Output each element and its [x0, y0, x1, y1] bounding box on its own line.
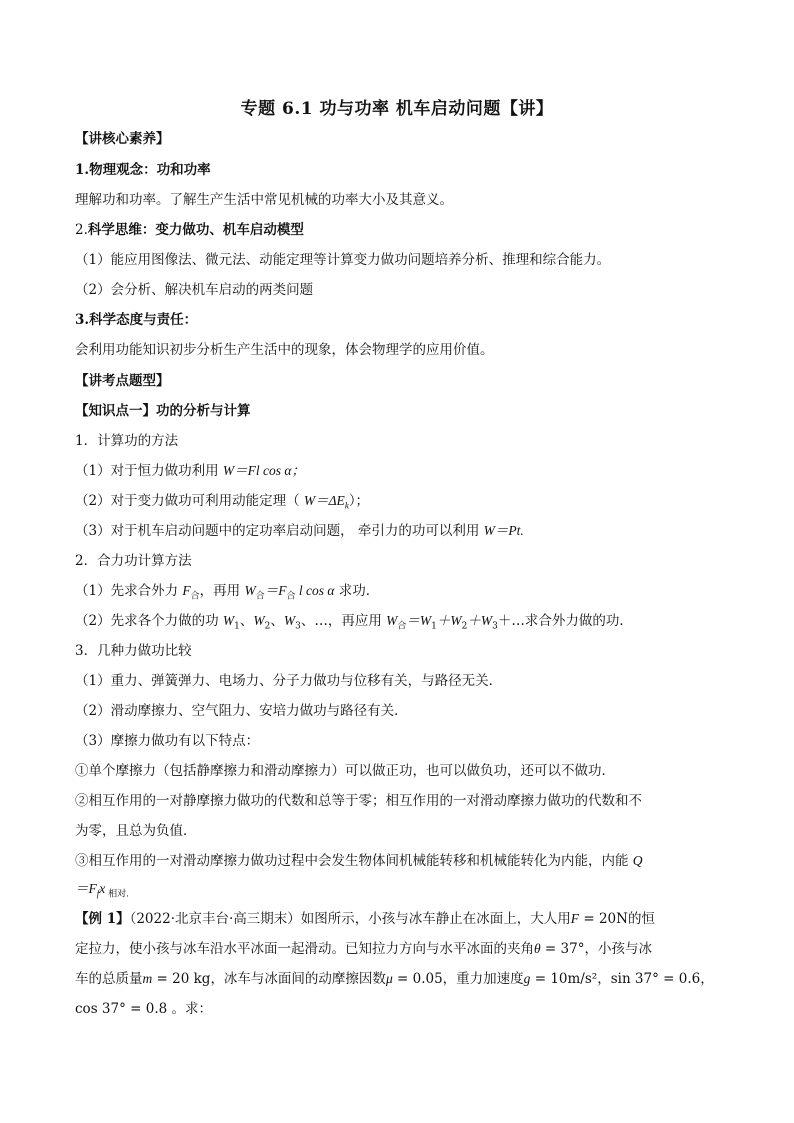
comparison-1: （1）重力、弹簧弹力、电场力、分子力做功与位移有关，与路径无关．	[75, 673, 503, 689]
friction-point-2a: ②相互作用的一对静摩擦力做功的代数和总等于零；相互作用的一对滑动摩擦力做功的代数和不	[75, 793, 642, 809]
subscript: 3	[295, 621, 301, 632]
example-line-1	[75, 910, 655, 928]
formula: l cos α	[295, 583, 335, 598]
paragraph-thinking-1: （1）能应用图像法、微元法、动能定理等计算变力做功问题培养分析、推理和综合能力。	[75, 252, 611, 268]
comparison-2: （2）滑动摩擦力、空气阻力、安培力做功与路径有关．	[75, 703, 408, 719]
subheading-comparison: 3．几种力做功比较	[75, 643, 192, 659]
text: 、…，再应用	[300, 613, 387, 629]
formula: W＝Pt.	[483, 523, 524, 538]
text: （2）对于变力做功可利用动能定理（	[75, 493, 304, 509]
symbol: ＝F	[75, 881, 97, 896]
text: ③相互作用的一对滑动摩擦力做功过程中会发生物体间机械能转移和机械能转化为内能，内能	[75, 853, 633, 869]
text: ，小孩与冰	[584, 941, 652, 957]
text: （3）对于机车启动问题中的定功率启动问题， 牵引力的功可以利用	[75, 523, 484, 539]
method-constant-power	[75, 522, 524, 540]
value: = 20	[579, 911, 617, 927]
subscript: 合	[255, 591, 265, 602]
section-heading-kaodian: 【讲考点题型】	[75, 373, 170, 389]
value: cos 37° = 0.8	[75, 1001, 168, 1017]
heading-physics-concept: 1.物理观念：功和功率	[75, 162, 211, 178]
subscript: 2	[264, 621, 271, 632]
section-heading-core: 【讲核心素养】	[75, 131, 170, 147]
text: ，	[700, 971, 714, 987]
example-source: （2022·北京丰台·高三期末）	[129, 911, 301, 927]
heading-attitude: 3.科学态度与责任：	[75, 312, 198, 328]
paragraph-physics-concept: 理解功和功率。了解生产生活中常见机械的功率大小及其意义。	[75, 192, 453, 208]
heading-text: 科学思维：变力做功、机车启动模型	[87, 222, 304, 238]
unit: N	[616, 911, 628, 927]
value: = 37°	[540, 941, 585, 957]
symbol: θ	[534, 941, 541, 956]
example-line-3	[75, 970, 714, 988]
value: = 10	[530, 971, 568, 987]
heading-number: 2.	[75, 222, 88, 238]
symbol: W	[283, 613, 296, 628]
text: 求功．	[334, 583, 380, 599]
value: = 0.05	[392, 971, 443, 987]
friction-point-3a	[75, 852, 643, 870]
text: ＋…求合外力做的功．	[497, 613, 633, 629]
symbol: μ	[385, 971, 393, 986]
subscript: 1	[431, 621, 437, 632]
comparison-3: （3）摩擦力做功有以下特点：	[75, 733, 260, 749]
text: 。求：	[167, 1001, 212, 1017]
symbol: W	[244, 583, 256, 598]
symbol: W	[222, 613, 235, 628]
subscript: 3	[492, 621, 498, 632]
example-line-4	[75, 1000, 212, 1018]
subscript: 1	[234, 621, 240, 632]
subscript: f	[96, 888, 100, 899]
paragraph-attitude: 会利用功能知识初步分析生产生活中的现象，体会物理学的应用价值。	[75, 342, 494, 358]
subscript: 合	[286, 591, 296, 602]
value: = 20 kg	[152, 971, 211, 987]
subheading-net-work: 2．合力功计算方法	[75, 553, 192, 569]
paragraph-thinking-2: （2）会分析、解决机车启动的两类问题	[75, 282, 314, 298]
symbol: g	[523, 971, 531, 986]
symbol: F	[182, 583, 191, 598]
subscript: 合	[397, 621, 407, 632]
value: ，sin 37° = 0.6	[597, 971, 701, 987]
method-constant-force	[75, 462, 305, 480]
text: 、	[239, 613, 254, 629]
example-line-2	[75, 940, 652, 958]
method-variable-force	[75, 492, 369, 515]
symbol: Q	[632, 853, 643, 868]
symbol: ＋W	[436, 613, 462, 628]
text: 如图所示，小孩与冰车静止在冰面上，大人用	[300, 911, 571, 927]
text: 的恒	[627, 911, 655, 927]
subscript: 相对.	[105, 889, 129, 900]
text: （1）先求合外力	[75, 583, 183, 599]
unit: m/s²	[567, 971, 598, 987]
text: ）；	[348, 493, 370, 509]
symbol: ＋W	[467, 613, 493, 628]
subheading-methods: 1．计算功的方法	[75, 433, 179, 449]
net-work-method-2	[75, 612, 633, 636]
page-title: 专题 6.1 功与功率 机车启动问题【讲】	[240, 99, 554, 119]
subscript: 2	[461, 621, 468, 632]
text: （1）对于恒力做功利用	[75, 463, 223, 479]
friction-point-3b	[75, 880, 129, 904]
text: ，再用	[199, 583, 245, 599]
text: 定拉力，使小孩与冰车沿水平冰面一起滑动。已知拉力方向与水平冰面的夹角	[75, 941, 534, 957]
symbol: ＝F	[264, 583, 287, 598]
text: 、	[270, 613, 284, 629]
text: （2）先求各个力做的功	[75, 613, 223, 629]
friction-point-2b: 为零，且总为负值．	[75, 823, 197, 839]
net-work-method-1	[75, 582, 379, 606]
symbol: F	[570, 911, 580, 926]
text: ，冰车与冰面间的动摩擦因数	[210, 971, 386, 987]
heading-science-thinking	[75, 221, 304, 239]
formula: W＝Fl cos α；	[222, 463, 305, 478]
symbol: W	[386, 613, 398, 628]
symbol: x	[99, 881, 106, 896]
subscript: k	[344, 500, 349, 511]
friction-point-1: ①单个摩擦力（包括静摩擦力和滑动摩擦力）可以做正功，也可以做负功，还可以不做功．	[75, 763, 615, 779]
knowledge-point-heading: 【知识点一】功的分析与计算	[75, 403, 251, 419]
text: ，重力加速度	[442, 971, 524, 987]
symbol: m	[142, 971, 153, 986]
symbol: ＝W	[406, 613, 432, 628]
subscript: 合	[190, 591, 200, 602]
symbol: W	[253, 613, 265, 628]
text: 车的总质量	[75, 971, 143, 987]
example-label: 【例 1】	[75, 911, 130, 927]
formula: W＝ΔE	[303, 493, 345, 508]
